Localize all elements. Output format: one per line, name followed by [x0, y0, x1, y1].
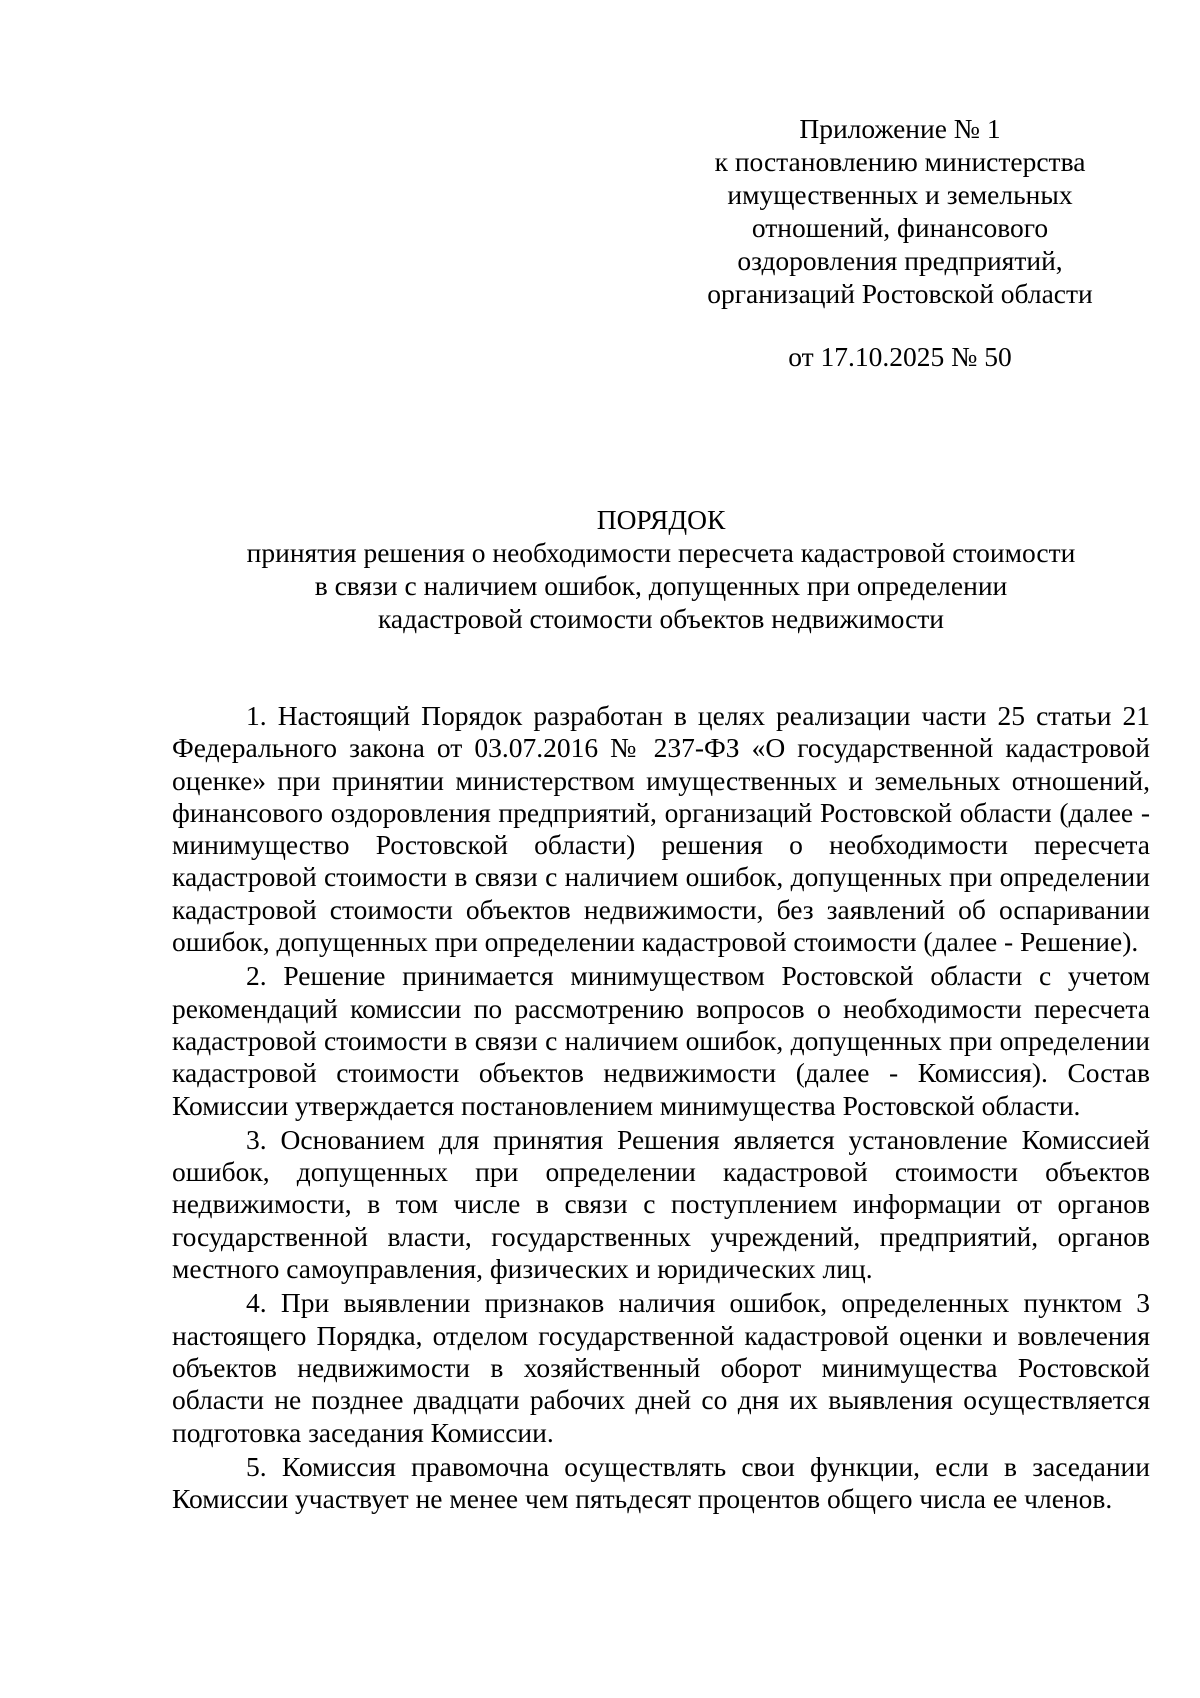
paragraph-5: 5. Комиссия правомочна осуществлять свои функции, если в заседании Комиссии участвует не менее чем пятьдесят процентов общего числа ее членов. [172, 1450, 1150, 1515]
paragraph-2: 2. Решение принимается минимуществом Ростовской области с учетом рекомендаций комиссии по рассмотрению вопросов о необходимости пересчета кадастровой стоимости в связи с наличием ошибок, допущенных при определении кадастровой стоимости объектов недвижимости (далее - Комиссия). Состав Комиссии утверждается постановлением минимущества Ростовской области. [172, 960, 1150, 1121]
document-title: ПОРЯДОК [596, 504, 726, 535]
document-heading [172, 503, 1150, 635]
annex-line: отношений, финансового [751, 212, 1049, 243]
annex-line: организаций Ростовской области [707, 278, 1093, 309]
annex-line: к постановлению министерства [714, 146, 1086, 177]
document-subtitle-line: кадастровой стоимости объектов недвижимости [377, 603, 945, 634]
document-subtitle-line: принятия решения о необходимости пересчета кадастровой стоимости [246, 537, 1076, 568]
annex-line: Приложение № 1 [799, 113, 1001, 144]
annex-line: оздоровления предприятий, [737, 245, 1063, 276]
paragraph-1: 1. Настоящий Порядок разработан в целях реализации части 25 статьи 21 Федерального закона от 03.07.2016 № 237-ФЗ «О государственной кадастровой оценке» при принятии министерством имущественных и земельных отношений, финансового оздоровления предприятий, организаций Ростовской области (далее - минимущество Ростовской области) решения о необходимости пересчета кадастровой стоимости в связи с наличием ошибок, допущенных при определении кадастровой стоимости объектов недвижимости, без заявлений об оспаривании ошибок, допущенных при определении кадастровой стоимости (далее - Решение). [172, 700, 1150, 958]
paragraph-3: 3. Основанием для принятия Решения является установление Комиссией ошибок, допущенных при определении кадастровой стоимости объектов недвижимости, в том числе в связи с поступлением информации от органов государственной власти, государственных учреждений, предприятий, органов местного самоуправления, физических и юридических лиц. [172, 1123, 1150, 1285]
annex-line: имущественных и земельных [727, 179, 1073, 210]
document-subtitle-line: в связи с наличием ошибок, допущенных при определении [314, 570, 1008, 601]
annex-date: от 17.10.2025 № 50 [788, 341, 1012, 372]
annex-block [690, 112, 1110, 373]
document-body [172, 700, 1150, 1517]
paragraph-4: 4. При выявлении признаков наличия ошибок, определенных пунктом 3 настоящего Порядка, отделом государственной кадастровой оценки и вовлечения объектов недвижимости в хозяйственный оборот минимущества Ростовской области не позднее двадцати рабочих дней со дня их выявления осуществляется подготовка заседания Комиссии. [172, 1287, 1150, 1448]
